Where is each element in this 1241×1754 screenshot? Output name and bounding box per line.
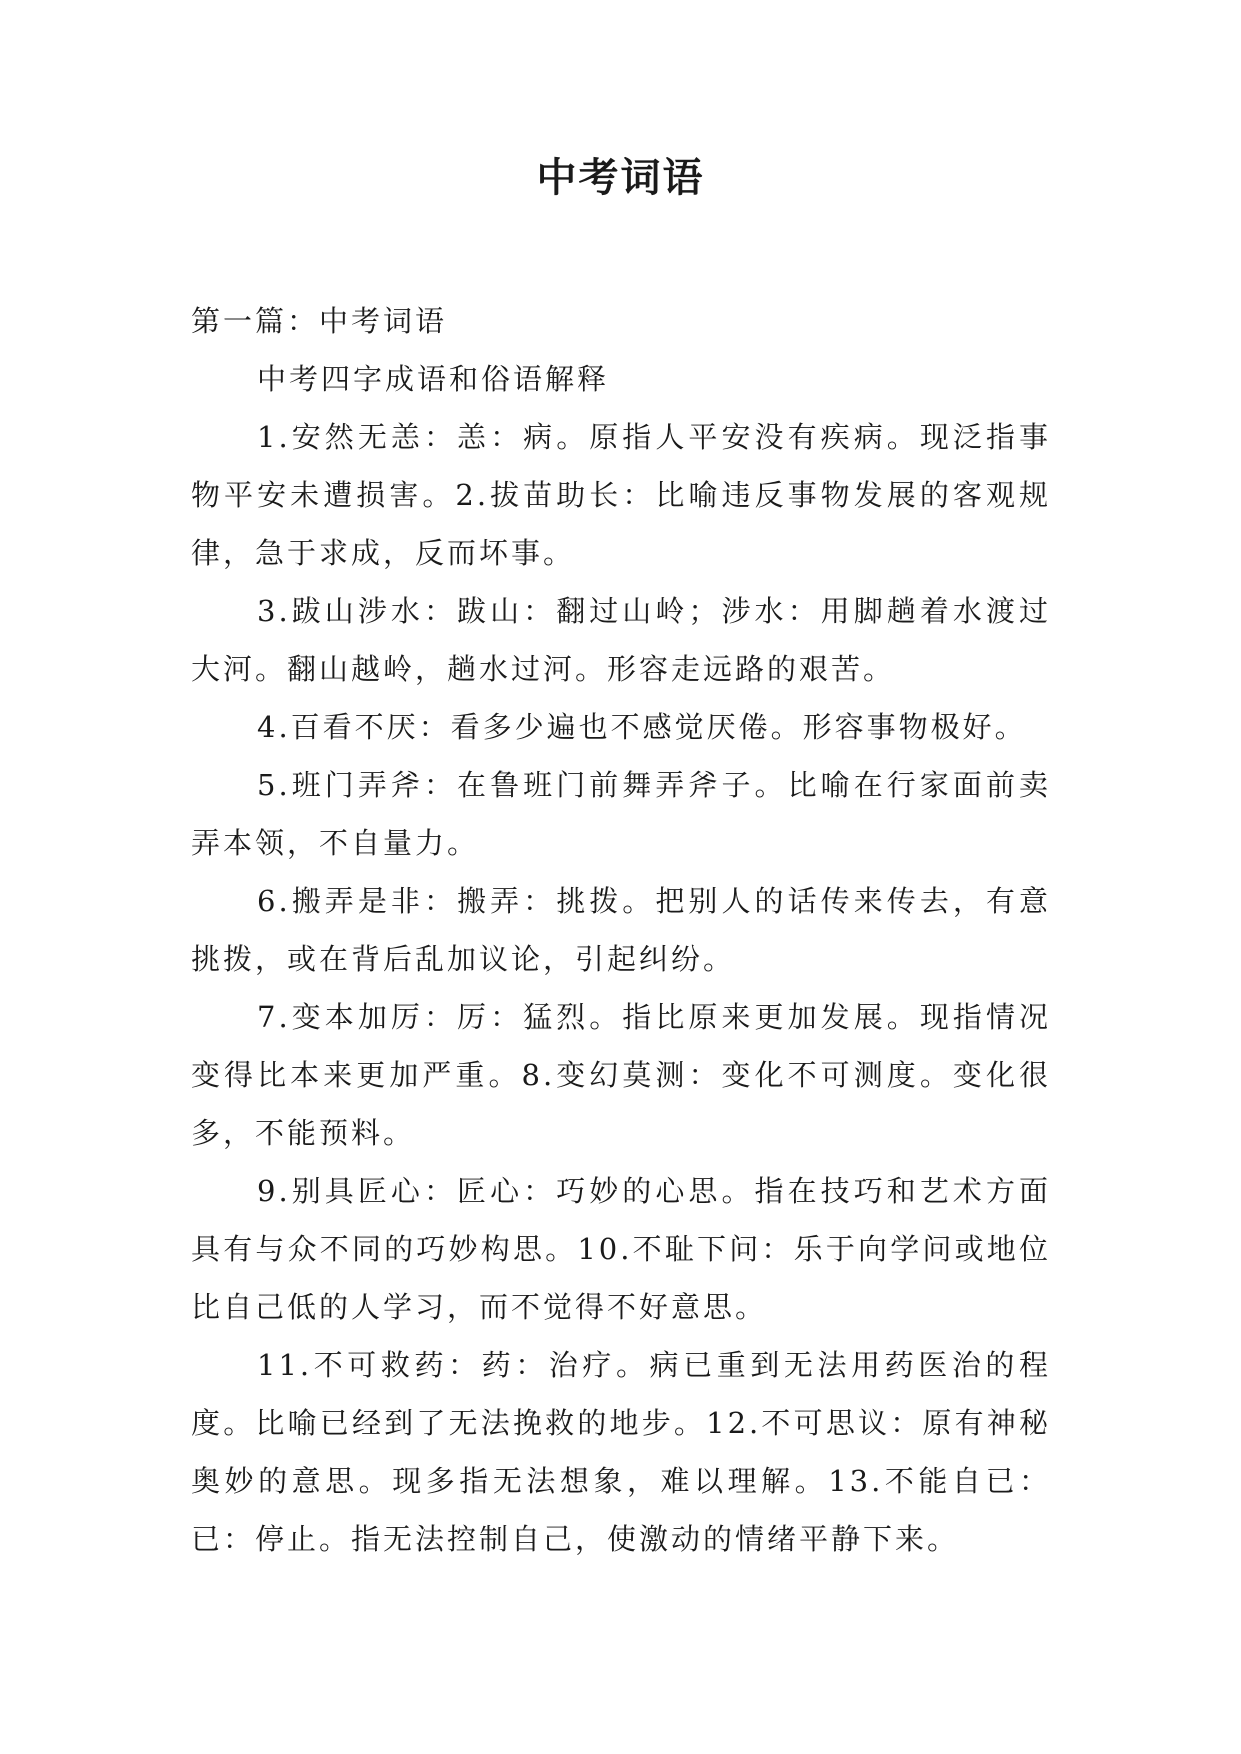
paragraph: 1.安然无恙：恙：病。原指人平安没有疾病。现泛指事物平安未遭损害。2.拔苗助长：比喻违反事物发展的客观规律，急于求成，反而坏事。	[191, 420, 1051, 570]
section-heading: 第一篇：中考词语	[191, 304, 448, 338]
paragraph: 3.跋山涉水：跋山：翻过山岭；涉水：用脚趟着水渡过大河。翻山越岭，趟水过河。形容走远路的艰苦。	[191, 594, 1051, 686]
document-title: 中考词语	[536, 155, 705, 201]
subtitle: 中考四字成语和俗语解释	[257, 362, 610, 396]
paragraph: 4.百看不厌：看多少遍也不感觉厌倦。形容事物极好。	[257, 710, 1027, 744]
paragraph: 11.不可救药：药：治疗。病已重到无法用药医治的程度。比喻已经到了无法挽救的地步。12.不可思议：原有神秘奥妙的意思。现多指无法想象，难以理解。13.不能自已：已：停止。指无法控制自己，使激动的情绪平静下来。	[191, 1348, 1051, 1556]
paragraph: 6.搬弄是非：搬弄：挑拨。把别人的话传来传去，有意挑拨，或在背后乱加议论，引起纠纷。	[191, 884, 1051, 976]
paragraph: 7.变本加厉：厉：猛烈。指比原来更加发展。现指情况变得比本来更加严重。8.变幻莫测：变化不可测度。变化很多，不能预料。	[191, 1000, 1051, 1150]
document-body	[191, 292, 1051, 1568]
paragraph: 5.班门弄斧：在鲁班门前舞弄斧子。比喻在行家面前卖弄本领，不自量力。	[191, 768, 1051, 860]
paragraph: 9.别具匠心：匠心：巧妙的心思。指在技巧和艺术方面具有与众不同的巧妙构思。10.不耻下问：乐于向学问或地位比自己低的人学习，而不觉得不好意思。	[191, 1174, 1051, 1324]
